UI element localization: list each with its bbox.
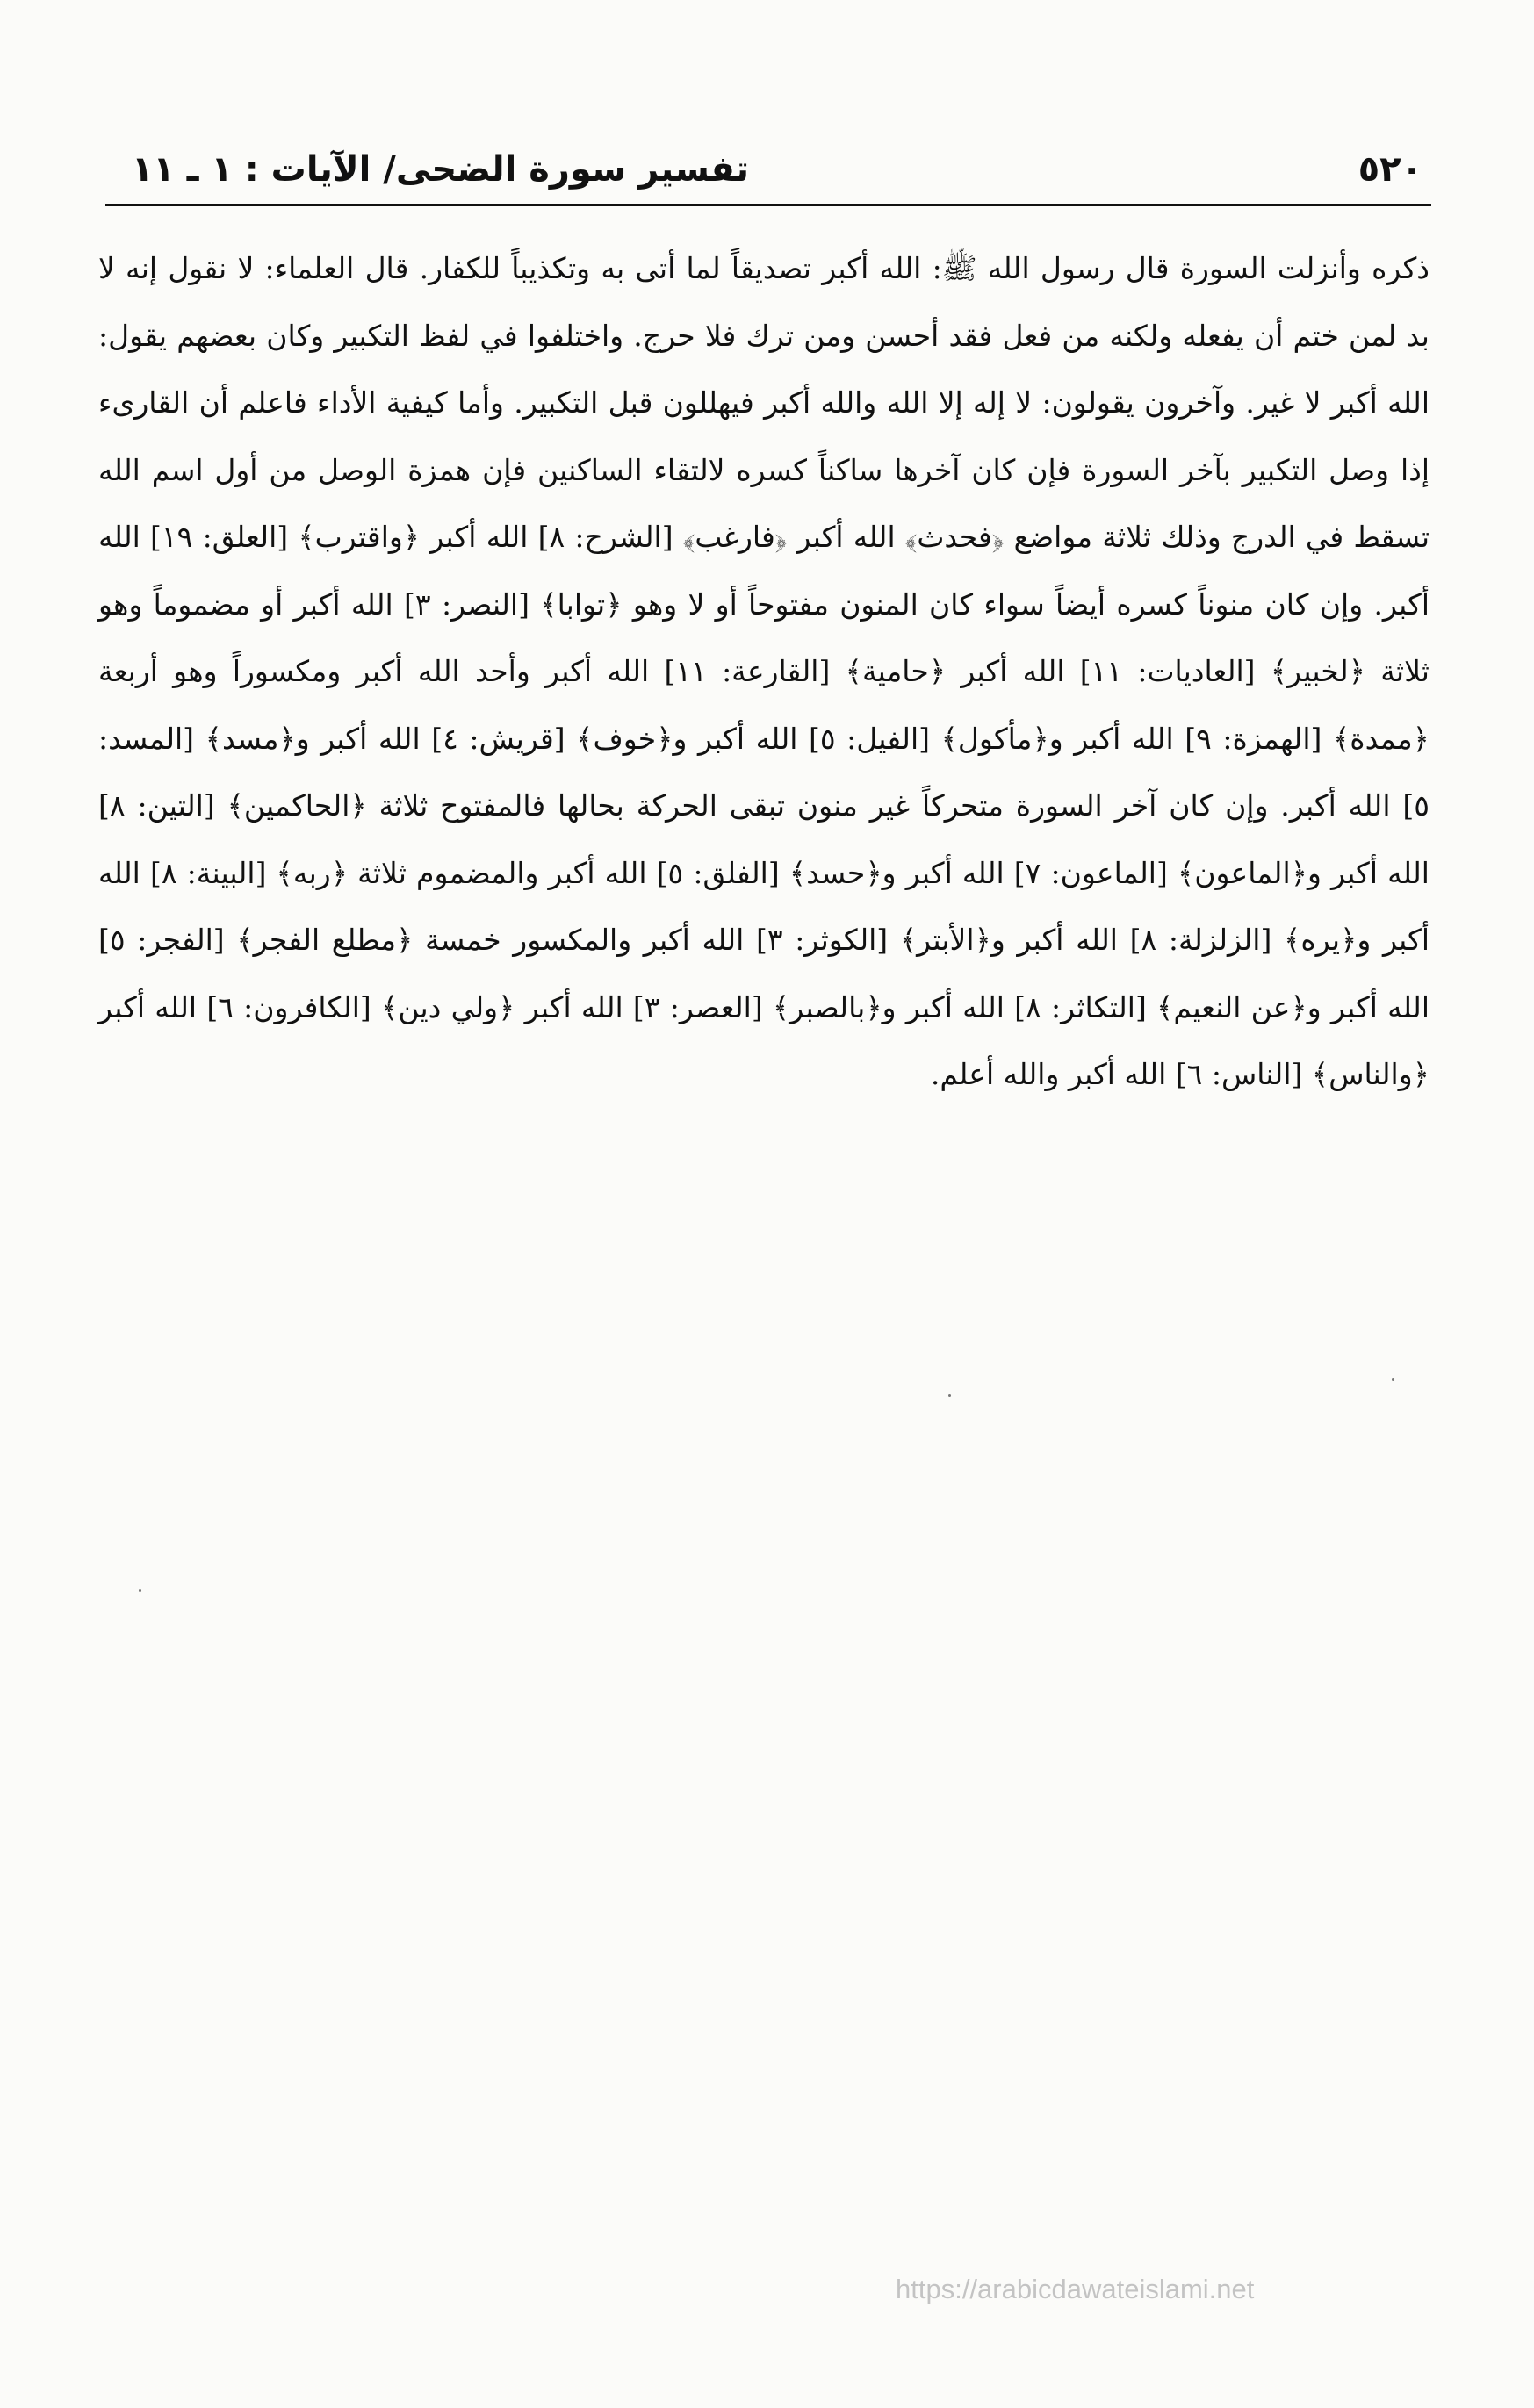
page-header: [132, 140, 1422, 202]
header-divider: [105, 204, 1431, 206]
scan-speck: [1392, 1378, 1394, 1381]
scan-speck: [948, 1394, 951, 1397]
page-number: ٥٢٠: [1358, 149, 1422, 190]
watermark-url: https://arabicdawateislami.net: [896, 2274, 1255, 2304]
running-title: تفسير سورة الضحى/ الآيات : ١ ـ ١١: [132, 149, 749, 190]
body-paragraph: ذكره وأنزلت السورة قال رسول الله ﷺ: الله أكبر تصديقاً لما أتى به وتكذيباً للكفار. قال العلماء: لا نقول إنه لا بد لمن ختم أن يفعله ولكنه من فعل فقد أحسن ومن ترك فلا حرج. واختلفوا في لفظ التكبير وكان بعضهم يقول: الله أكبر لا غير. وآخرون يقولون: لا إله إلا الله والله أكبر فيهللون قبل التكبير. وأما كيفية الأداء فاعلم أن القارىء إذا وصل التكبير بآخر السورة فإن كان آخرها ساكناً كسره لالتقاء الساكنين فإن همزة الوصل من أول اسم الله تسقط في الدرج وذلك ثلاثة مواضع ﴿فحدث﴾ الله أكبر ﴿فارغب﴾ [الشرح: ٨] الله أكبر ﴿واقترب﴾ [العلق: ١٩] الله أكبر. وإن كان منوناً كسره أيضاً سواء كان المنون مفتوحاً أو لا وهو ﴿توابا﴾ [النصر: ٣] الله أكبر أو مضموماً وهو ثلاثة ﴿لخبير﴾ [العاديات: ١١] الله أكبر ﴿حامية﴾ [القارعة: ١١] الله أكبر وأحد الله أكبر ومكسوراً وهو أربعة ﴿ممدة﴾ [الهمزة: ٩] الله أكبر و﴿مأكول﴾ [الفيل: ٥] الله أكبر و﴿خوف﴾ [قريش: ٤] الله أكبر و﴿مسد﴾ [المسد: ٥] الله أكبر. وإن كان آخر السورة متحركاً غير منون تبقى الحركة بحالها فالمفتوح ثلاثة ﴿الحاكمين﴾ [التين: ٨] الله أكبر و﴿الماعون﴾ [الماعون: ٧] الله أكبر و﴿حسد﴾ [الفلق: ٥] الله أكبر والمضموم ثلاثة ﴿ربه﴾ [البينة: ٨] الله أكبر و﴿يره﴾ [الزلزلة: ٨] الله أكبر و﴿الأبتر﴾ [الكوثر: ٣] الله أكبر والمكسور خمسة ﴿مطلع الفجر﴾ [الفجر: ٥] الله أكبر و﴿عن النعيم﴾ [التكاثر: ٨] الله أكبر و﴿بالصبر﴾ [العصر: ٣] الله أكبر ﴿ولي دين﴾ [الكافرون: ٦] الله أكبر ﴿والناس﴾ [الناس: ٦] الله أكبر والله أعلم.: [98, 251, 1430, 1091]
body-text: [98, 235, 1430, 1109]
scan-speck: [139, 1589, 141, 1592]
